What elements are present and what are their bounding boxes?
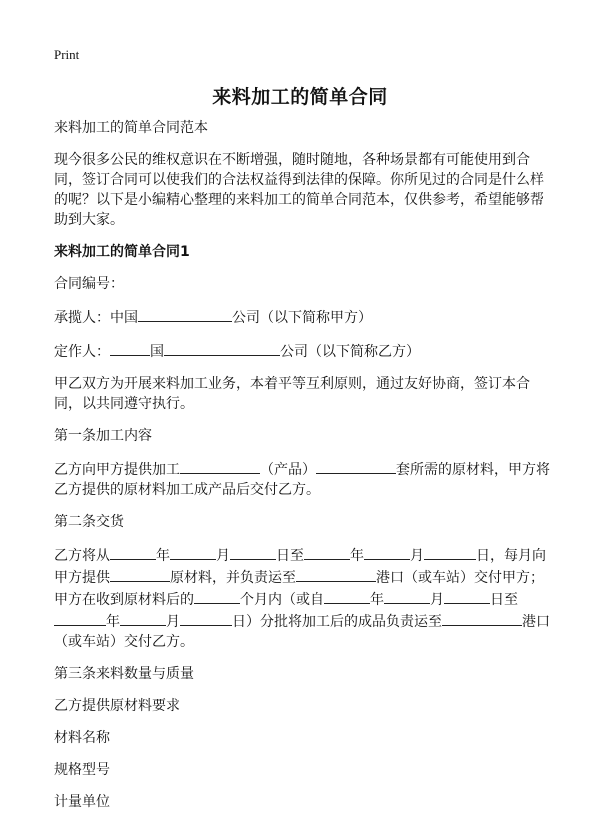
quantity-blank[interactable]	[316, 458, 396, 474]
party-b-country-blank[interactable]	[110, 340, 150, 356]
end-month-blank[interactable]	[364, 544, 410, 560]
party-b-line	[54, 340, 552, 362]
article-2-text-1: 乙方将从	[54, 548, 110, 564]
intro-paragraph: 现今很多公民的维权意识在不断增强，随时随地，各种场景都有可能使用到合同，签订合同可以使我们的合法权益得到法律的保障。你所见过的合同是什么样的呢？以下是小编精心整理的来料加工的简单合同范本，仅供参考，希望能够帮助到大家。	[54, 152, 544, 228]
from-month-blank[interactable]	[384, 588, 430, 604]
month-label: 月	[166, 614, 180, 630]
year-label: 年	[370, 592, 384, 608]
start-month-blank[interactable]	[170, 544, 216, 560]
article-1-text-2: （产品）	[260, 462, 316, 478]
to-day-blank[interactable]	[180, 610, 232, 626]
year-label: 年	[106, 614, 120, 630]
to-month-blank[interactable]	[120, 610, 166, 626]
article-2-body	[54, 544, 552, 652]
material-name-item: 材料名称	[54, 730, 110, 746]
month-label: 月	[410, 548, 424, 564]
section-heading: 来料加工的简单合同1	[54, 244, 190, 260]
preamble-paragraph: 甲乙双方为开展来料加工业务，本着平等互利原则，通过友好协商，签订本合同，以共同遵守执行。	[54, 376, 530, 412]
contract-number-line: 合同编号：	[54, 276, 124, 292]
article-2-title: 第二条交货	[54, 514, 124, 530]
print-link[interactable]: Print	[54, 47, 80, 62]
article-2-text-7: ）分批将加工后的成品负责运至	[246, 614, 442, 630]
party-b-prefix: 定作人：	[54, 344, 110, 360]
months-blank[interactable]	[194, 588, 240, 604]
start-year-blank[interactable]	[110, 544, 156, 560]
party-b-mid: 国	[150, 344, 164, 360]
article-2-text-2: 日，每月向甲方提供	[54, 548, 546, 586]
document-subtitle: 来料加工的简单合同范本	[54, 120, 208, 136]
article-1-body	[54, 458, 552, 500]
to-year-blank[interactable]	[54, 610, 106, 626]
from-day-blank[interactable]	[444, 588, 490, 604]
article-2-text-8: 港口（或车站）交付乙方。	[54, 614, 550, 650]
article-3-title: 第三条来料数量与质量	[54, 666, 194, 682]
material-blank[interactable]	[110, 566, 170, 582]
year-label: 年	[350, 548, 364, 564]
unit-item: 计量单位	[54, 794, 110, 810]
material-requirements: 乙方提供原材料要求	[54, 698, 180, 714]
party-a-prefix: 承揽人：中国	[54, 310, 138, 326]
day-to-label: 日至	[276, 548, 304, 564]
spec-model-item: 规格型号	[54, 762, 110, 778]
party-b-suffix: 公司（以下简称乙方）	[280, 344, 420, 360]
start-day-blank[interactable]	[230, 544, 276, 560]
destination-port-blank[interactable]	[442, 610, 522, 626]
article-2-text-3: 原材料，并负责运至	[170, 570, 296, 586]
document-title: 来料加工的简单合同	[212, 86, 388, 108]
article-2-text-4: 港口（或车站）交付甲方；甲方在收到原材料后的	[54, 570, 544, 608]
article-1-text-1: 乙方向甲方提供加工	[54, 462, 180, 478]
end-year-blank[interactable]	[304, 544, 350, 560]
article-2-text-6: 日	[232, 614, 246, 630]
from-year-blank[interactable]	[324, 588, 370, 604]
article-2-text-5: 个月内（或自	[240, 592, 324, 608]
year-label: 年	[156, 548, 170, 564]
party-a-blank[interactable]	[138, 306, 232, 322]
month-label: 月	[216, 548, 230, 564]
month-label: 月	[430, 592, 444, 608]
article-1-text-3: 套所需的原材料，甲方将乙方提供的原材料加工成产品后交付乙方。	[54, 462, 550, 498]
party-a-suffix: 公司（以下简称甲方）	[232, 310, 372, 326]
party-b-company-blank[interactable]	[164, 340, 280, 356]
party-a-line	[54, 306, 552, 328]
product-blank[interactable]	[180, 458, 260, 474]
day-to-label: 日至	[490, 592, 518, 608]
document-body	[54, 118, 552, 812]
port-blank[interactable]	[296, 566, 376, 582]
article-1-title: 第一条加工内容	[54, 428, 152, 444]
end-day-blank[interactable]	[424, 544, 476, 560]
